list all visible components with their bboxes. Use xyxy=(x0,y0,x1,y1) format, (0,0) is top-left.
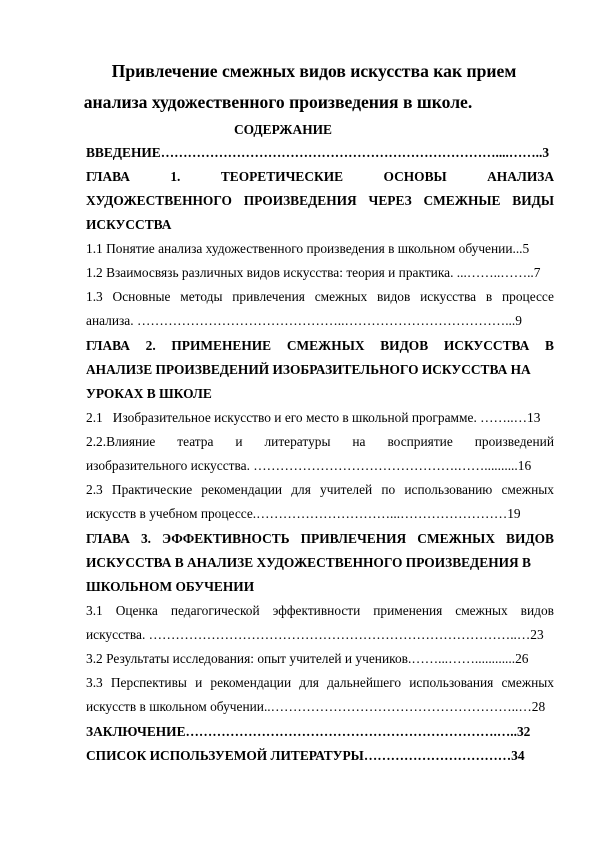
toc-word: видов xyxy=(376,289,411,304)
toc-word: театра xyxy=(177,434,214,449)
toc-word: ГЛАВА xyxy=(86,338,130,353)
toc-chapter2-line3[interactable]: УРОКАХ В ШКОЛЕ xyxy=(86,386,212,401)
toc-entry-1-1[interactable] xyxy=(86,239,554,258)
toc-entry-intro-text: ВВЕДЕНИЕ xyxy=(86,145,161,160)
toc-word: 3. xyxy=(140,531,151,546)
document-title-line2: анализа художественного произведения в школе. xyxy=(83,92,473,112)
toc-entry-2-3-text: искусств в учебном процессе.…………………………...…………………… xyxy=(86,506,508,521)
toc-word: и xyxy=(195,675,203,690)
toc-word: эффективности xyxy=(272,603,361,618)
toc-word: педагогической xyxy=(170,603,260,618)
toc-entry-1-3-text: анализа. ………………………………………..………………………………... xyxy=(86,313,516,328)
toc-chapter2-line2[interactable]: АНАЛИЗЕ ПРОИЗВЕДЕНИЙ ИЗОБРАЗИТЕЛЬНОГО ИСКУССТВА НА xyxy=(86,362,531,377)
toc-entry-intro[interactable] xyxy=(86,143,554,162)
toc-chapter1-line2[interactable] xyxy=(86,191,554,210)
contents-heading: СОДЕРЖАНИЕ xyxy=(234,122,332,137)
toc-entry-3-3-line1[interactable] xyxy=(86,673,554,692)
toc-word: смежных xyxy=(501,482,554,497)
toc-word: искусства xyxy=(420,289,477,304)
toc-entry-references-text: СПИСОК ИСПОЛЬЗУЕМОЙ ЛИТЕРАТУРЫ…………………………… xyxy=(86,748,512,763)
toc-word: привлечения xyxy=(232,289,305,304)
toc-word: ПРИВЛЕЧЕНИЯ xyxy=(300,531,407,546)
toc-word: 2.3 xyxy=(86,482,103,497)
toc-entry-1-3-page: 9 xyxy=(515,313,522,328)
toc-word: рекомендации xyxy=(201,482,283,497)
toc-word: Практические xyxy=(111,482,193,497)
toc-entry-3-3-line2[interactable] xyxy=(86,697,554,716)
toc-entry-2-2-page: 16 xyxy=(517,458,532,473)
toc-entry-1-2-text: 1.2 Взаимосвязь различных видов искусства: теория и практика. ...……..…….. xyxy=(86,265,534,280)
toc-word: видов xyxy=(520,603,554,618)
toc-entry-references[interactable] xyxy=(86,746,554,765)
toc-word: ВИДОВ xyxy=(506,531,554,546)
toc-word: ХУДОЖЕСТВЕННОГО xyxy=(86,193,232,208)
toc-word: учителей xyxy=(320,482,373,497)
toc-word: произведений xyxy=(474,434,554,449)
toc-word: ГЛАВА xyxy=(86,531,130,546)
toc-word: СМЕЖНЫХ xyxy=(286,338,365,353)
toc-word: на xyxy=(352,434,366,449)
toc-entry-1-1-text: 1.1 Понятие анализа художественного произведения в школьном обучении... xyxy=(86,241,523,256)
toc-word: 3.1 xyxy=(86,603,103,618)
toc-word: для xyxy=(291,482,311,497)
toc-entry-2-2-text: изобразительного искусства. ……………………………………….…….......... xyxy=(86,458,518,473)
toc-word: методы xyxy=(180,289,223,304)
toc-word: в xyxy=(485,289,493,304)
toc-word: ПРИМЕНЕНИЕ xyxy=(171,338,272,353)
toc-word: рекомендации xyxy=(210,675,292,690)
toc-entry-3-1-page: 23 xyxy=(530,627,544,642)
toc-chapter3-line1[interactable] xyxy=(86,529,554,548)
toc-entry-3-2-text: 3.2 Результаты исследования: опыт учителей и учеников.……...……............ xyxy=(86,651,516,666)
toc-entry-1-3-line1[interactable] xyxy=(86,287,554,306)
toc-entry-3-1-line1[interactable] xyxy=(86,601,554,620)
toc-entry-1-3-line2[interactable] xyxy=(86,311,554,330)
toc-word: и xyxy=(235,434,243,449)
toc-word: использования xyxy=(409,675,494,690)
toc-word: АНАЛИЗА xyxy=(487,169,554,184)
toc-entry-1-1-page: 5 xyxy=(522,241,530,256)
toc-entry-3-2[interactable] xyxy=(86,649,554,668)
toc-entry-3-2-page: 26 xyxy=(515,651,529,666)
toc-word: 1. xyxy=(170,169,181,184)
toc-word: В xyxy=(545,338,554,353)
toc-entry-1-2[interactable] xyxy=(86,263,554,282)
toc-chapter1-line3[interactable]: ИСКУССТВА xyxy=(86,217,172,232)
toc-entry-3-1-line2[interactable] xyxy=(86,625,554,644)
toc-word: 1.3 xyxy=(86,289,103,304)
toc-word: СМЕЖНЫЕ xyxy=(423,193,501,208)
toc-word: ИСКУССТВА xyxy=(443,338,530,353)
toc-word: смежных xyxy=(314,289,368,304)
toc-word: Оценка xyxy=(115,603,158,618)
toc-entry-2-3-page: 19 xyxy=(507,506,521,521)
toc-entry-intro-dots: …………………………………………………………………....…….. xyxy=(160,145,543,160)
toc-entry-conclusion-page: 32 xyxy=(516,724,531,739)
toc-entry-2-3-line2[interactable] xyxy=(86,504,554,523)
toc-word: СМЕЖНЫХ xyxy=(417,531,495,546)
document-title-line1: Привлечение смежных видов искусства как прием xyxy=(111,61,517,81)
toc-entry-3-3-text: искусств в школьном обучении..………………………………………………..… xyxy=(86,699,532,714)
toc-chapter2-line1[interactable] xyxy=(86,336,554,355)
toc-word: ВИДОВ xyxy=(380,338,429,353)
toc-word: восприятие xyxy=(387,434,453,449)
toc-word: использованию xyxy=(404,482,493,497)
toc-chapter3-line2[interactable]: ИСКУССТВА В АНАЛИЗЕ ХУДОЖЕСТВЕННОГО ПРОИЗВЕДЕНИЯ В xyxy=(86,555,531,570)
toc-word: процессе xyxy=(501,289,554,304)
toc-word: ГЛАВА xyxy=(86,169,130,184)
toc-word: ВИДЫ xyxy=(512,193,554,208)
toc-word: для xyxy=(299,675,319,690)
toc-word: смежных xyxy=(501,675,554,690)
toc-entry-references-page: 34 xyxy=(511,748,525,763)
toc-word: Перспективы xyxy=(110,675,187,690)
toc-word: 2. xyxy=(145,338,156,353)
toc-word: ТЕОРЕТИЧЕСКИЕ xyxy=(220,169,344,184)
toc-entry-intro-page: 3 xyxy=(542,145,550,160)
toc-entry-1-2-page: 7 xyxy=(533,265,541,280)
toc-entry-2-2-line1[interactable] xyxy=(86,432,554,451)
toc-entry-2-1-page: 13 xyxy=(527,410,541,425)
toc-chapter1-line1[interactable] xyxy=(86,167,554,186)
toc-word: по xyxy=(381,482,396,497)
toc-word: литературы xyxy=(264,434,331,449)
toc-chapter3-line3[interactable]: ШКОЛЬНОМ ОБУЧЕНИИ xyxy=(86,579,255,594)
toc-entry-3-3-page: 28 xyxy=(531,699,546,714)
toc-word: ОСНОВЫ xyxy=(383,169,447,184)
toc-word: дальнейшего xyxy=(327,675,402,690)
toc-word: Основные xyxy=(112,289,171,304)
toc-word: ЧЕРЕЗ xyxy=(368,193,412,208)
toc-entry-2-1[interactable] xyxy=(86,408,554,427)
toc-word: смежных xyxy=(455,603,508,618)
toc-entry-conclusion[interactable] xyxy=(86,722,554,741)
toc-word: применения xyxy=(373,603,443,618)
toc-word: 2.2.Влияние xyxy=(86,434,156,449)
toc-entry-2-2-line2[interactable] xyxy=(86,456,554,475)
toc-word: 3.3 xyxy=(86,675,103,690)
toc-word: ПРОИЗВЕДЕНИЯ xyxy=(243,193,357,208)
toc-entry-2-3-line1[interactable] xyxy=(86,480,554,499)
toc-entry-3-1-text: искусства. ………………………………………………………………………..… xyxy=(86,627,531,642)
toc-word: ЭФФЕКТИВНОСТЬ xyxy=(162,531,290,546)
toc-entry-conclusion-text: ЗАКЛЮЧЕНИЕ…………………………………………………………….….. xyxy=(86,724,517,739)
toc-entry-2-1-text: 2.1 Изобразительное искусство и его место в школьной программе. ……..… xyxy=(86,410,528,425)
